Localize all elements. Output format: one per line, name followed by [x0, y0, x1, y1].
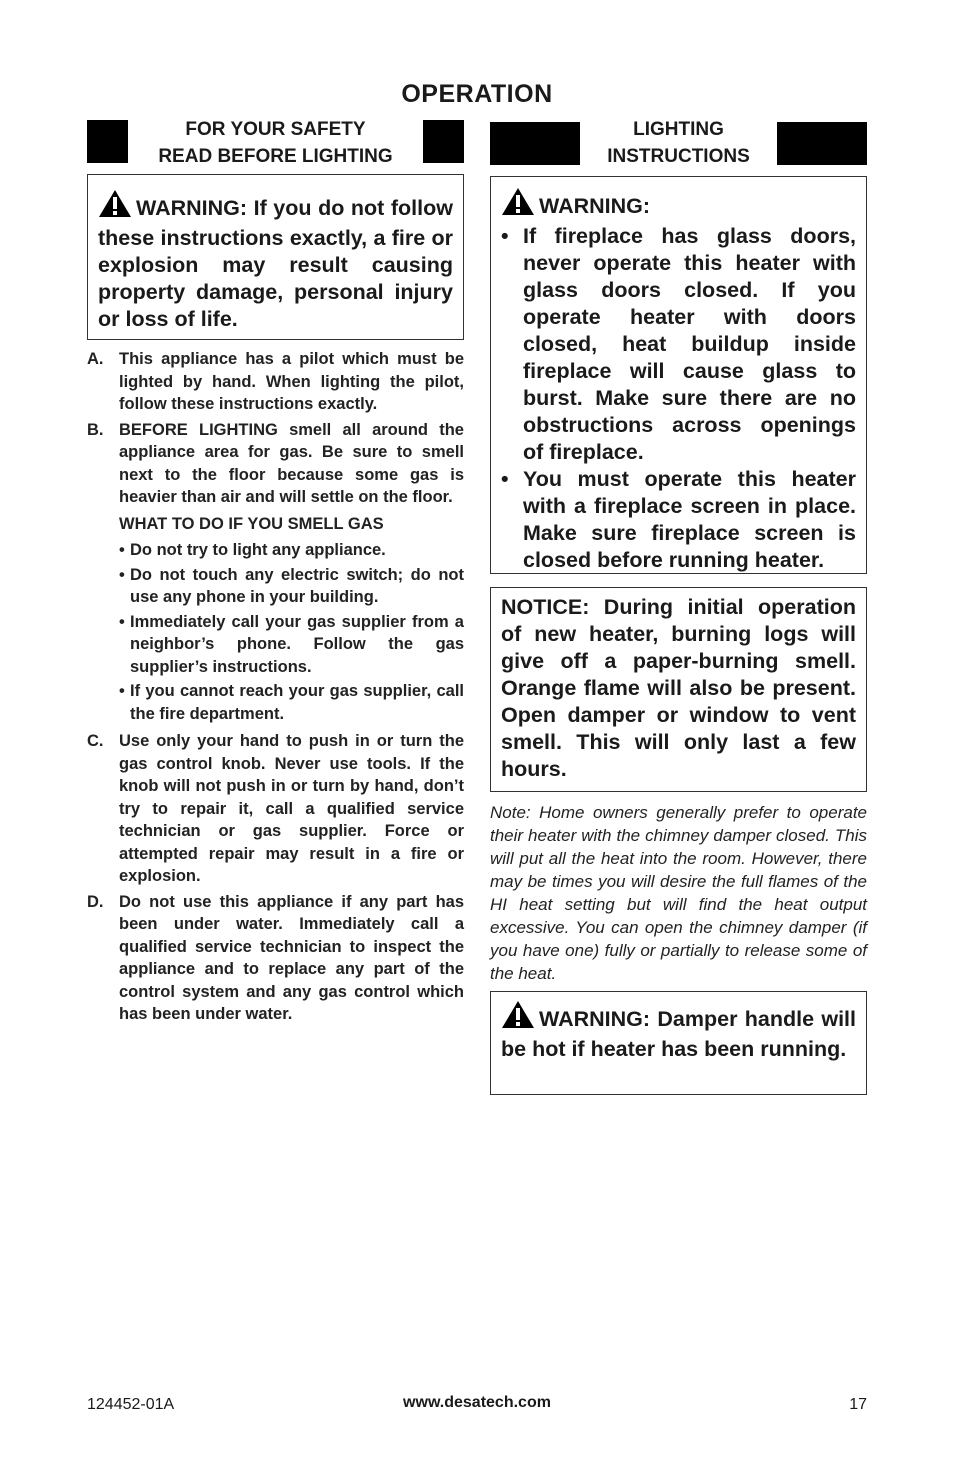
header-block-left — [490, 122, 580, 165]
smell-gas-section — [119, 513, 464, 726]
list-item: D. Do not use this appliance if any part has been under water. Immediately call a qualified service technician to inspect the appliance and to replace any part of the control system and any gas control which has been under water. — [87, 892, 464, 1023]
list-item: C. Use only your hand to push in or turn the gas control knob. Never use tools. If the knob will not push in or turn by hand, don’t try to repair it, call a qualified service technician or gas supplier. Force or attempted repair may result in a fire or explosion. — [87, 732, 464, 885]
list-item: • Do not try to light any appliance. — [119, 541, 386, 559]
list-item: • Do not touch any electric switch; do not use any phone in your building. — [119, 565, 464, 606]
doc-number: 124452-01A — [87, 1396, 175, 1413]
damper-note: Note: Home owners generally prefer to operate their heater with the chimney damper closed. This will put all the heat into the room. However, there may be times you will desire the full flames of the HI heat setting but will find the heat output excessive. You can open the chimney damper (if you have one) fully or partially to release some of the heat. — [490, 803, 867, 983]
damper-warning-box — [490, 991, 867, 1095]
header-block-right — [777, 122, 867, 165]
fire-warning-box — [87, 174, 464, 340]
glass-door-warning-box — [490, 176, 867, 574]
warning-triangle-icon — [98, 189, 132, 225]
notice-text: NOTICE: During initial operation of new heater, burning logs will give off a paper-burning smell. Orange flame will also be present. Open damper or window to vent smell. This will only last a few hours. — [501, 595, 856, 781]
smell-gas-heading: WHAT TO DO IF YOU SMELL GAS — [119, 514, 384, 533]
list-item: • If you cannot reach your gas supplier, call the fire department. — [119, 682, 464, 723]
warning-title: WARNING: — [539, 194, 651, 218]
list-item: • Immediately call your gas supplier from a neighbor’s phone. Follow the gas supplier’s instructions. — [119, 612, 464, 676]
warning-triangle-icon — [501, 1000, 535, 1036]
safety-header — [87, 120, 464, 166]
list-item: B. BEFORE LIGHTING smell all around the appliance area for gas. Be sure to smell next to the floor because some gas is heavier than air and will settle on the floor. WHAT TO DO IF YOU SMELL GAS • Do not try to light any appliance. • Do not touch any electric switch; do not use any phone in your building. • Immediately call your gas supplier from a neighbor’s phone. Follow the gas supplier’s instructions. • If you cannot reach your gas supplier, call the fire department. — [87, 419, 464, 728]
page-number: 17 — [849, 1396, 867, 1413]
lighting-header — [490, 120, 867, 166]
lighting-header-line1: LIGHTING — [633, 119, 724, 140]
left-column — [87, 120, 464, 1029]
notice-box — [490, 587, 867, 792]
list-item: • You must operate this heater with a fireplace screen in place. Make sure fireplace screen is closed before running heater. — [501, 467, 856, 572]
list-item: • If fireplace has glass doors, never operate this heater with glass doors closed. If you operate heater with doors closed, heat buildup inside fireplace will cause glass to burst. Make sure there are no obstructions across openings of fireplace. — [501, 224, 856, 464]
list-item: A. This appliance has a pilot which must be lighted by hand. When lighting the pilot, follow these instructions exactly. — [87, 350, 464, 413]
header-block-right — [423, 120, 464, 163]
safety-instructions-list — [87, 348, 464, 1026]
lighting-header-line2: INSTRUCTIONS — [607, 146, 750, 167]
warning-triangle-icon — [501, 187, 535, 223]
header-block-left — [87, 120, 128, 163]
fire-warning-text: WARNING: If you do not follow these instructions exactly, a fire or explosion may result causing property damage, personal injury or loss of life. — [98, 196, 453, 331]
safety-header-line1: FOR YOUR SAFETY — [185, 119, 366, 140]
damper-warning-text: WARNING: Damper handle will be hot if heater has been running. — [501, 1007, 856, 1061]
website-link[interactable]: www.desatech.com — [403, 1394, 551, 1411]
page-title: OPERATION — [401, 80, 553, 108]
safety-header-line2: READ BEFORE LIGHTING — [158, 146, 393, 167]
right-column — [490, 120, 867, 1095]
